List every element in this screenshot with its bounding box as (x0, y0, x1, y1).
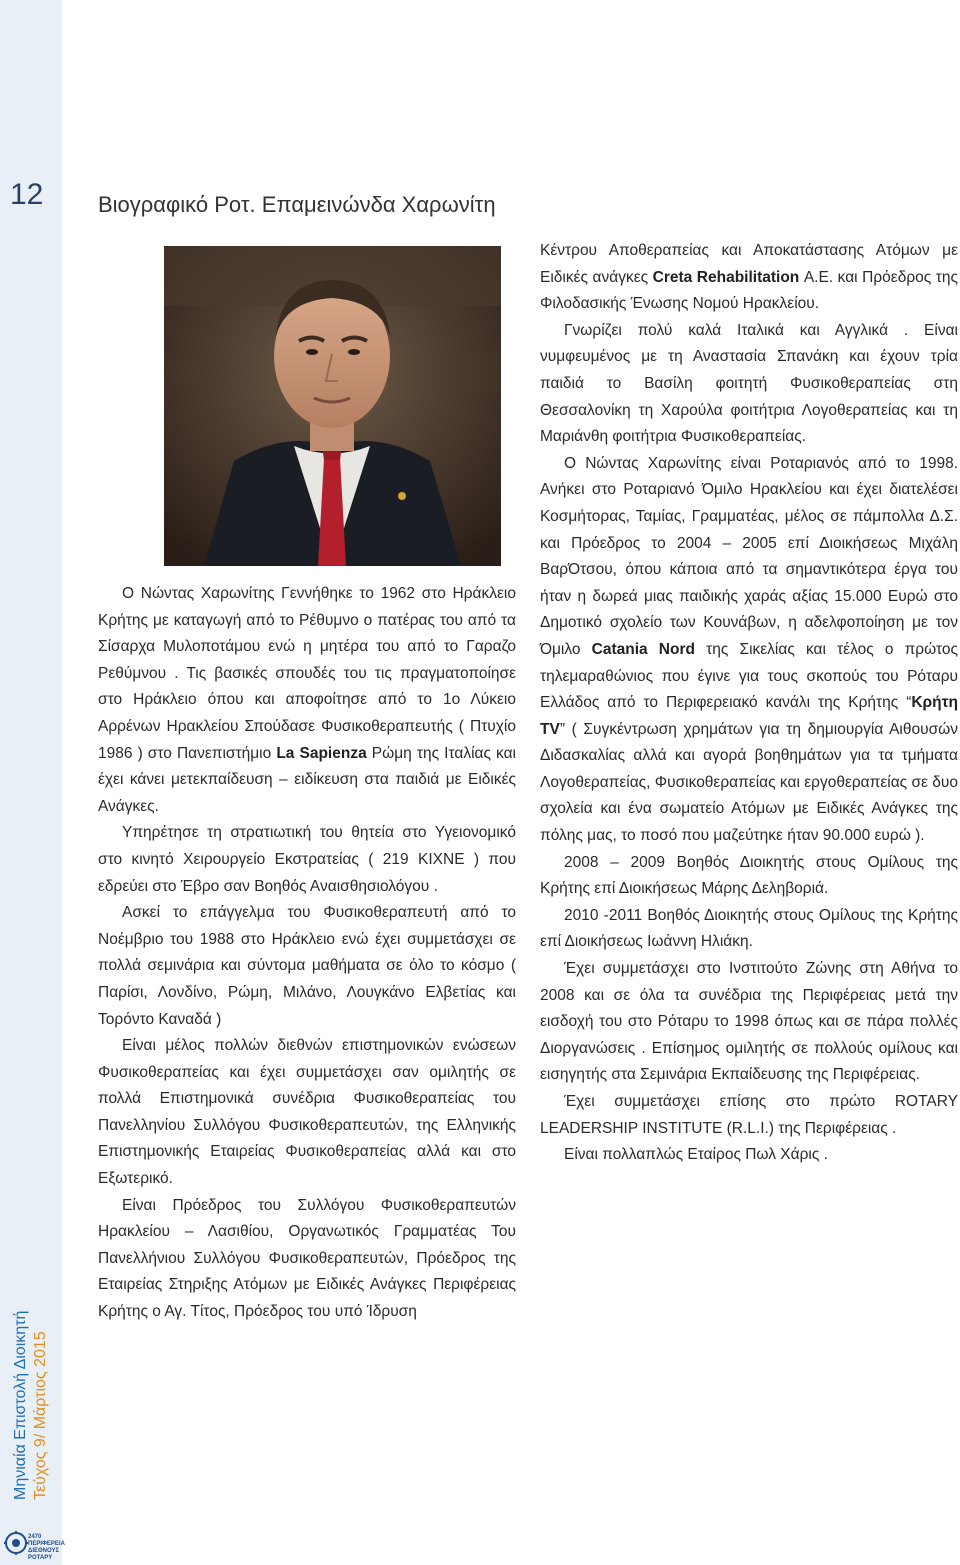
bio-paragraph: Ο Νώντας Χαρωνίτης Γεννήθηκε το 1962 στο Ηράκλειο Κρήτης με καταγωγή από το Ρέθυμνο ο πατέρας του από τα Σίσαρχα Μυλοποτάμου ενώ η μητέρα του από το Γαραζο Ρεθύμνου . Τις βασικές σπουδές του τις πραγματοποίησε στο Ηράκλειο όπου και αποφοίτησε από το 1ο Λύκειο Αρρένων Ηρακλείου Σπούδασε Φυσικοθεραπευτής ( Πτυχίο 1986 ) στο Πανεπιστήμιο La Sapienza Ρώμη της Ιταλίας και έχει κάνει μετεκπαίδευση – ειδίκευση στα παιδιά με Ειδικές Ανάγκες. (98, 585, 516, 815)
left-column (98, 581, 516, 1326)
right-column (540, 238, 958, 1169)
bio-paragraph: Κέντρου Αποθεραπείας και Αποκατάστασης Ατόμων με Ειδικές ανάγκες Creta Rehabilitation Α.Ε. και Πρόεδρος της Φιλοδασικής Ένωσης Νομού Ηρακλείου. (540, 242, 958, 313)
page-number: 12 (10, 178, 44, 211)
bio-paragraph: Ασκεί το επάγγελμα του Φυσικοθεραπευτή από το Νοέμβριο του 1988 στο Ηράκλειο ενώ έχει συμμετάσχει σε πολλά σεμινάρια και σύντομα μαθήματα σε όλο το κόσμο ( Παρίσι, Λονδίνο, Ρώμη, Μιλάνο, Λουγκάνο Ελβετίας και Τορόντο Καναδά ) (98, 904, 516, 1028)
portrait-photo (164, 246, 501, 566)
bio-paragraph: Έχει συμμετάσχει επίσης στο πρώτο ROTARY LEADERSHIP INSTITUTE (R.L.I.) της Περιφέρειας . (540, 1093, 958, 1137)
newsletter-title: Μηνιαία Επιστολή Διοικητή (12, 1310, 29, 1500)
sidebar (0, 0, 65, 1565)
bio-paragraph: Ο Νώντας Χαρωνίτης είναι Ροταριανός από το 1998. Ανήκει στο Ροταριανό Όμιλο Ηρακλείου και έχει διατελέσει Κοσμήτορας, Ταμίας, Γραμματέας, μέλος σε πάμπολλα Δ.Σ. και Πρόεδρος το 2004 – 2005 επί Διοικήσεως Μιχάλη ΒαρΌτσου, όπου κάποια από τα σημαντικότερα έργα του ήταν η δωρεά μιας παιδικής χαράς αξίας 15.000 Ευρώ στο Δημοτικό σχολείο των Κουνάβων, η αδελφοποίηση με τον Όμιλο Catania Nord της Σικελίας και τέλος ο πρώτος τηλεμαραθώνιος που έγινε για τους σκοπούς του Ρόταρυ Ελλάδος από το Περιφερειακό κανάλι της Κρήτης “Κρήτη TV” ( Συγκέντρωση χρημάτων για τη δημιουργία Αιθουσών Διδασκαλίας αλλά και αγορά βοηθημάτων για τα τμήματα Λογοθεραπείας, Φυσικοθεραπείας και εργοθεραπείας σε δυο σχολεία και ένα σωματείο Ατόμων με Ειδικές Ανάγκες της πόλης μας, το ποσό που μαζεύτηκε ήταν 90.000 ευρώ ). (540, 454, 958, 845)
bio-paragraph: Υπηρέτησε τη στρατιωτική του θητεία στο Υγειονομικό στο κινητό Χειρουργείο Εκστρατείας ( 219 ΚΙΧΝΕ ) που εδρεύει στο Έβρο σαν Βοηθός Αναισθησιολόγου . (98, 824, 516, 895)
bio-paragraph: 2008 – 2009 Βοηθός Διοικητής στους Ομίλους της Κρήτης επί Διοικήσεως Μάρης Δεληβοριά. (540, 853, 958, 898)
page-title: Βιογραφικό Ροτ. Επαμεινώνδα Χαρωνίτη (98, 192, 496, 217)
bio-paragraph: Είναι πολλαπλώς Εταίρος Πωλ Χάρις . (564, 1146, 828, 1164)
bio-paragraph: Γνωρίζει πολύ καλά Ιταλικά και Αγγλικά . Είναι νυμφευμένος με τη Αναστασία Σπανάκη και έχουν τρία παιδιά το Βασίλη φοιτητή Φυσικοθεραπείας στη Θεσσαλονίκη τη Χαρούλα φοιτήτρια Λογοθεραπείας και τη Μαριάνθη φοιτήτρια Φυσικοθεραπείας. (540, 321, 958, 446)
issue-label: Τεύχος 9/ Μάρτιος 2015 (32, 1331, 49, 1500)
logo-text: 2470 ΠΕΡΙΦΕΡΕΙΑ ΔΙΕΘΝΟΥΣ ΡΟΤΑΡΥ (28, 1534, 65, 1561)
bio-paragraph: Έχει συμμετάσχει στο Ινστιτούτο Ζώνης στη Αθήνα το 2008 και σε όλα τα συνέδρια της Περιφέρειας μετά την εισδοχή του στο Ρόταρυ το 1998 όπως και σε πάρα πολλές Διοργανώσεις . Επίσημος ομιλητής σε πολλούς ομίλους και εισηγητής στα Σεμινάρια Εκπαίδευσης της Περιφέρειας. (540, 960, 958, 1084)
bio-paragraph: 2010 -2011 Βοηθός Διοικητής στους Ομίλους της Κρήτης επί Διοικήσεως Ιωάννη Ηλιάκη. (540, 906, 958, 951)
bio-paragraph: Είναι μέλος πολλών διεθνών επιστημονικών ενώσεων Φυσικοθεραπείας και έχει συμμετάσχει σαν ομιλητής σε πολλά Επιστημονικά συνέδρια Φυσικοθεραπείας του Πανελληνίου Συλλόγου Φυσικοθεραπευτών, της Ελληνικής Επιστημονικής Εταιρείας Φυσικοθεραπείας αλλά και στο Εξωτερικό. (98, 1037, 516, 1188)
bio-paragraph: Είναι Πρόεδρος του Συλλόγου Φυσικοθεραπευτών Ηρακλείου – Λασιθίου, Οργανωτικός Γραμματέας Του Πανελλήνιου Συλλόγου Φυσικοθεραπευτών, Πρόεδρος της Εταιρείας Στηριξης Ατόμων με Ειδικές Ανάγκες Περιφέρειας Κρήτης ο Αγ. Τίτος, Πρόεδρος του υπό Ίδρυση (98, 1196, 516, 1321)
